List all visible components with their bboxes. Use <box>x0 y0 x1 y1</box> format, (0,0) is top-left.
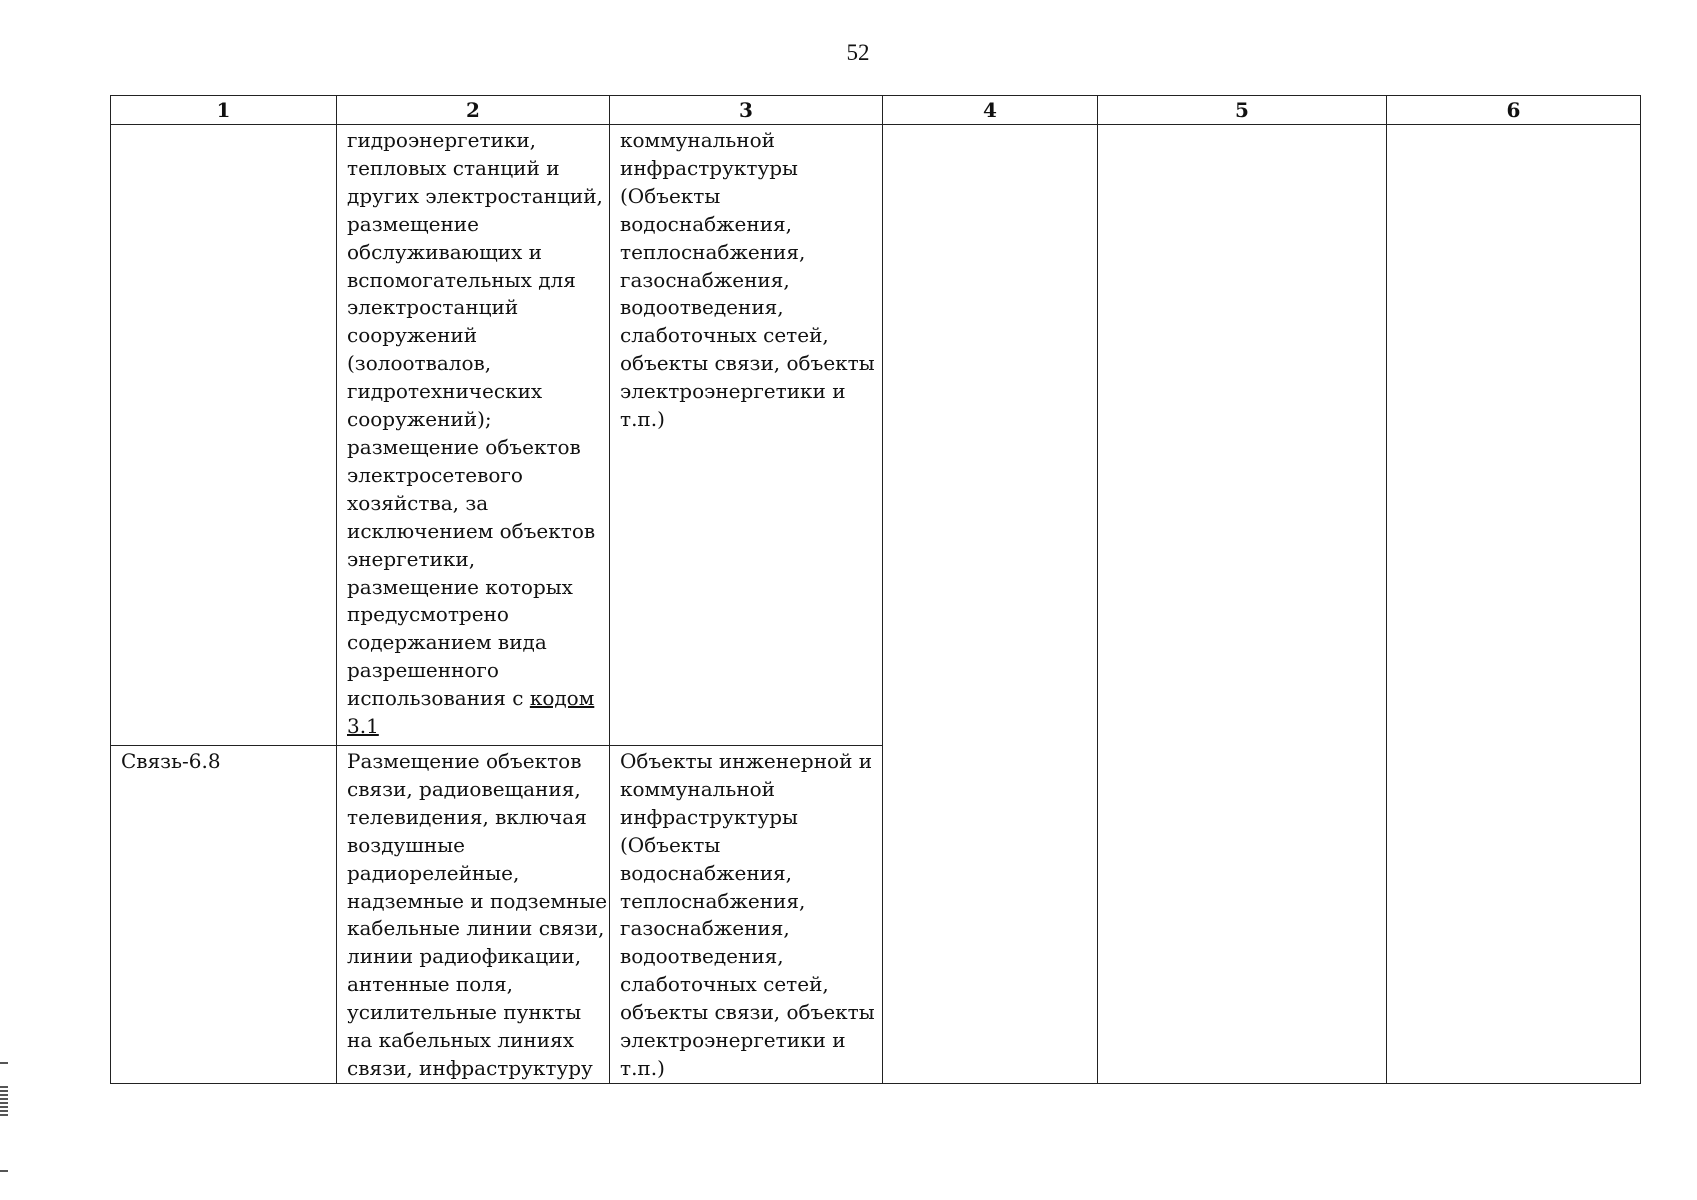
text-line: на кабельных линиях <box>347 1028 574 1053</box>
regulation-table <box>110 95 1641 1084</box>
text-line: надземные и подземные <box>347 888 608 913</box>
header-row <box>111 96 1641 125</box>
column-header-5: 5 <box>1098 96 1387 125</box>
column-6-cell <box>1387 125 1641 1084</box>
land-use-code: Связь-6.8 <box>121 749 221 773</box>
text-line: линии радиофикации, <box>347 944 582 969</box>
text-line: электроэнергетики и <box>620 379 846 404</box>
column-header-1: 1 <box>111 96 337 125</box>
text-line: Объекты инженерной и <box>620 749 873 773</box>
text-line: теплоснабжения, <box>620 888 806 913</box>
text-line: размещение <box>347 211 479 236</box>
text-line: слаботочных сетей, <box>620 323 829 348</box>
text-line: теплоснабжения, <box>620 239 806 264</box>
text-line: воздушные <box>347 832 465 857</box>
text-line: (Объекты <box>620 183 721 208</box>
text-line: сооружений); <box>347 407 492 432</box>
text-line: обслуживающих и <box>347 239 542 264</box>
text-line: предусмотрено <box>347 602 509 627</box>
column-header-2: 2 <box>337 96 610 125</box>
text-line: исключением объектов <box>347 518 596 543</box>
row-1-description <box>337 125 610 746</box>
text-line: энергетики, <box>347 546 476 571</box>
text-line: размещение объектов <box>347 434 581 459</box>
text-line: антенные поля, <box>347 972 513 997</box>
text-line: вспомогательных для <box>347 267 576 292</box>
column-header-6: 6 <box>1387 96 1641 125</box>
text-line: водоотведения, <box>620 295 784 320</box>
text-line: Размещение объектов <box>347 749 582 773</box>
text-line: электростанций <box>347 295 519 320</box>
text-line: размещение которых <box>347 574 573 599</box>
text-line: объекты связи, объекты <box>620 1000 875 1025</box>
text-line: газоснабжения, <box>620 916 790 941</box>
scan-edge-mark <box>0 1086 8 1116</box>
text-line: содержанием вида <box>347 630 547 655</box>
text-line: кабельные линии связи, <box>347 916 605 941</box>
row-2-code <box>111 746 337 1084</box>
text-line: гидротехнических <box>347 379 543 404</box>
code-reference-link[interactable]: 3.1 <box>347 714 379 739</box>
text-line: гидроэнергетики, <box>347 128 537 152</box>
page-number: 52 <box>846 40 870 65</box>
text-line: других электростанций, <box>347 183 603 208</box>
text-line: инфраструктуры <box>620 804 798 829</box>
text-line: телевидения, включая <box>347 804 587 829</box>
column-header-3: 3 <box>610 96 883 125</box>
row-1-col-1 <box>111 125 337 746</box>
text-line: разрешенного <box>347 658 499 683</box>
text-line <box>347 685 601 713</box>
column-4-cell <box>883 125 1098 1084</box>
row-2-description <box>337 746 610 1084</box>
text-fragment: использования с <box>347 686 524 711</box>
scan-edge-mark <box>0 1170 8 1172</box>
text-line: электросетевого <box>347 462 523 487</box>
text-line: хозяйства, за <box>347 490 489 515</box>
scan-edge-mark <box>0 1062 8 1064</box>
text-line: связи, инфраструктуру <box>347 1055 593 1080</box>
text-line: радиорелейные, <box>347 860 520 885</box>
text-line: коммунальной <box>620 776 775 801</box>
text-line: газоснабжения, <box>620 267 790 292</box>
text-line: усилительные пункты <box>347 1000 582 1025</box>
text-line: коммунальной <box>620 128 775 152</box>
text-line: т.п.) <box>620 407 665 432</box>
text-line: водоотведения, <box>620 944 784 969</box>
column-header-4: 4 <box>883 96 1098 125</box>
text-line: объекты связи, объекты <box>620 351 875 376</box>
text-line: т.п.) <box>620 1055 665 1080</box>
text-line: тепловых станций и <box>347 155 560 180</box>
text-line: водоснабжения, <box>620 860 793 885</box>
table-row <box>111 125 1641 746</box>
text-line: связи, радиовещания, <box>347 776 581 801</box>
text-line: водоснабжения, <box>620 211 793 236</box>
text-line: (золоотвалов, <box>347 351 492 376</box>
text-line: электроэнергетики и <box>620 1028 846 1053</box>
text-line: инфраструктуры <box>620 155 798 180</box>
text-line: (Объекты <box>620 832 721 857</box>
column-5-cell <box>1098 125 1387 1084</box>
row-1-permitted-objects <box>610 125 883 746</box>
text-line: слаботочных сетей, <box>620 972 829 997</box>
code-reference-link[interactable]: кодом <box>529 686 595 711</box>
text-line: сооружений <box>347 323 478 348</box>
row-2-permitted-objects <box>610 746 883 1084</box>
